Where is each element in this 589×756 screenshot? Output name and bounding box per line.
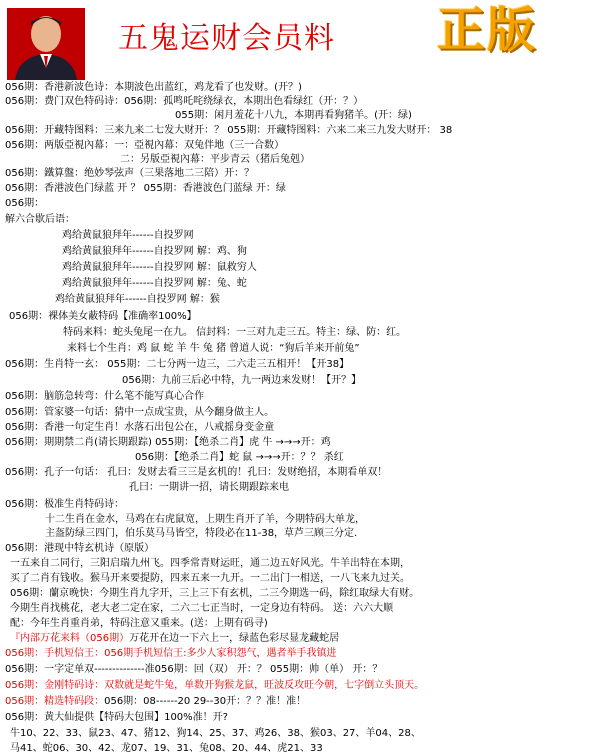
text-line: 鸡给黄鼠狼拜年------自投罗网 解：鼠救穷人 xyxy=(62,262,257,273)
text-line: 056期：【绝杀二肖】蛇 鼠 →→→开：？？ 杀红 xyxy=(135,452,344,463)
text-line: 鸡给黄鼠狼拜年------自投罗网 解：鸡、狗 xyxy=(62,246,247,257)
text-line: 056期：香港波色门绿蓝 开 ？ 055期：香港波色门蓝绿 开：绿 xyxy=(5,183,286,194)
text-line: 056期：费门双色特码诗：056期：孤鸣吒咤绕绿衣，本期出色看绿红（开：？） xyxy=(5,96,364,107)
text-line: 主盔防绿三四门，伯乐莫马马皆空，特段必在11-38，草芦三顾三分定. xyxy=(45,528,358,539)
text-line: 牛10、22、33、鼠23、47、猪12、狗14、25、37、鸡26、38、猴03、27、羊04、28、 xyxy=(10,728,421,739)
portrait-photo xyxy=(7,8,85,80)
text-line: 鸡给黄鼠狼拜年------自投罗网 xyxy=(62,230,194,241)
text-line: 来料七个生肖：鸡 鼠 蛇 羊 牛 兔 猪 曾道人说：“狗后羊来开前兔” xyxy=(67,343,360,354)
text-line xyxy=(5,696,306,708)
text-line: 056期：香港新波色诗：本期波色出蓝红，鸡龙看了也发财。(开？) xyxy=(5,82,302,93)
page-title: 五鬼运财会员料 xyxy=(118,21,335,56)
highlight-text: 万花开在边一下六上一，绿蓝色彩尽显龙藏蛇居 xyxy=(129,633,340,644)
portrait-image xyxy=(7,8,85,80)
text-line: 十二生肖在金水，马鸡在右虎鼠宽，上期生肖开了羊，今期特码大单龙， xyxy=(45,514,365,525)
text-line: 买了二肖有钱收。猴马开来要提防，四来五来一九开。一二出门一相送，一八飞来九过关。 xyxy=(10,573,410,584)
text-line: 056期：裸体美女蔽特码【准确率100%】 xyxy=(9,311,197,322)
text-line xyxy=(10,633,339,645)
text-line: 056期：极准生肖特码诗： xyxy=(5,499,125,510)
text-line: 056期：黄大仙提供【特码大包围】100%准！开? xyxy=(5,712,228,723)
text-line: 马41、蛇06、30、42、龙07、19、31、兔08、20、44、虎21、33 xyxy=(10,743,323,754)
text-line: 056期：蘭京晚快：今期生肖九字开，三上三下有玄机，二三今期选一码，除红取绿大有财。 xyxy=(10,588,420,599)
text-line: 056期：一字定单双--------------准056期：回（双） 开：？ 055期：帅（单） 开：？ xyxy=(5,664,383,675)
authentic-badge: 正版 xyxy=(437,2,538,58)
text-line: 056期：管家婆一句话：猜中一点成宝贵，从今翻身做主人。 xyxy=(5,407,275,418)
highlight-label: 056期：精选特码段： xyxy=(5,696,105,707)
text-line: 056期： xyxy=(5,198,45,209)
text-line: 055期：闲月羞花十八九，本期再看狗猪羊。(开：绿) xyxy=(175,110,412,121)
text-line: 056期：生肖特一玄： 055期：二七分两一边三，二六走三五相开！【开38】 xyxy=(5,359,350,370)
text-line: 二：另版亞視內幕：平步青云（猪后兔剋） xyxy=(120,154,310,165)
text-line: 特码来料：蛇头兔尾一在九。 信封料：一三对九走三五。特主：绿、防：红。 xyxy=(63,327,407,338)
text-line: 056期：期期禁二肖(请长期跟踪) 055期：【绝杀二肖】虎 牛 →→→开：鸡 xyxy=(5,437,331,448)
text-line: 056期：孔子一句话： 孔曰：发财去看三三是玄机的！孔曰：发财绝招，本期看单双！ xyxy=(5,467,388,478)
text-line: 056期：开藏特图料：三来九来二七发大财开：？ 055期：开藏特图料：六来二来三九发大财开： 38 xyxy=(5,125,453,136)
text-line: 056期：脑筋急转弯：什么笔不能写真心合作 xyxy=(5,391,205,402)
text-line: 鸡给黄鼠狼拜年------自投罗网 解：兔、蛇 xyxy=(62,278,247,289)
text-line: 今期生肖找桃花，老大老二定在家，二六二七正当时，一定身边有特码。 送：六六大顺 xyxy=(10,603,394,614)
text-line: 孔曰：一期讲一招，请长期跟踪来电 xyxy=(129,482,289,493)
text-line: 056期：鐵算盤：绝妙琴弦声（三果落地二三陪）开：？ xyxy=(5,168,255,179)
text-line: 一五来自二同行，三阳启瑞九州飞。四季常青财运旺，通二边五好风光。牛羊出特在本期， xyxy=(10,558,410,569)
highlight-text: 056期：08------20 29--30开：？？准！准！ xyxy=(104,696,307,707)
text-line: 056期：两版亞視內幕：一：亞視內幕：双兔伴地（三一合数） xyxy=(5,140,285,151)
text-line: 解六合歇后语： xyxy=(5,214,75,225)
highlight-label: 『内部万花来料（056期） xyxy=(10,633,130,644)
text-line: 056期：手机短信王：056期手机短信王:多少人家积怨气，遇者举手我镇进 xyxy=(5,648,337,659)
text-line: 056期：港现中特玄机诗（原版） xyxy=(5,543,155,554)
text-line: 056期：金刚特码诗：双数就是蛇牛兔，单数开狗猴龙鼠，旺波反攻旺今朝，七字倒立头顶天。 xyxy=(5,680,425,691)
text-line: 鸡给黄鼠狼拜年------自投罗网 解：猴 xyxy=(55,294,220,305)
text-line: 056期：香港一句定生肖！水落石出包公在，八戒摇身变金童 xyxy=(5,422,275,433)
text-line: 056期：九前三后必中特，九一两边来发财！【开？】 xyxy=(122,375,362,386)
text-line: 配：今年生肖重肖弟，特码注意又重来。(送：上期有码寻) xyxy=(10,618,268,629)
